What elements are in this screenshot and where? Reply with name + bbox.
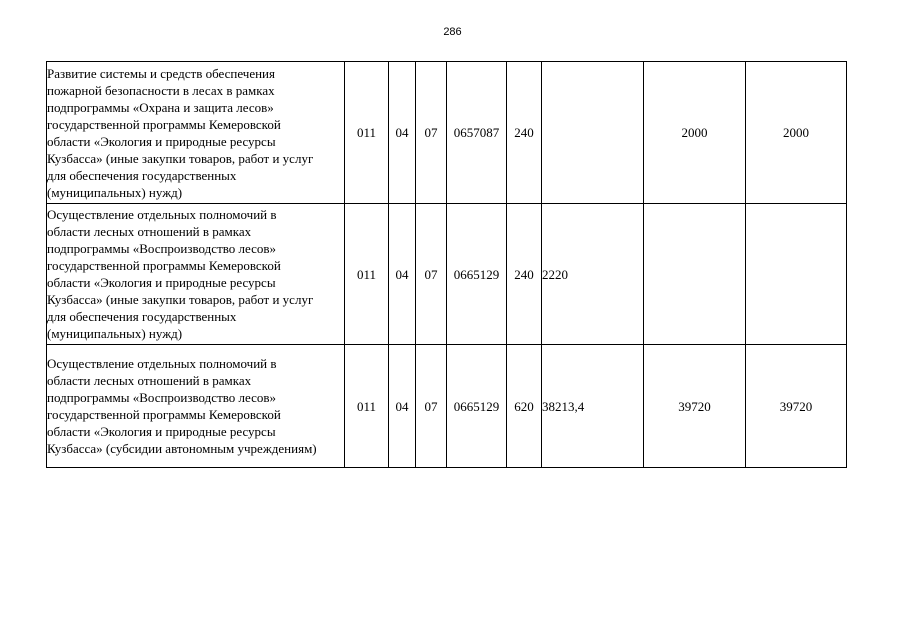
section-code: 04 — [389, 62, 416, 204]
ministry-code: 011 — [345, 204, 389, 345]
ministry-code: 011 — [345, 62, 389, 204]
expense-type-code: 620 — [507, 345, 542, 468]
ministry-code: 011 — [345, 345, 389, 468]
table-row — [47, 204, 847, 345]
row-description: Осуществление отдельных полномочий в области лесных отношений в рамках подпрограммы «Воспроизводство лесов» государственной программы Кемеровской области «Экология и природные ресурсы Кузбасса» (субсидии автономным учреждениям) — [47, 345, 345, 468]
subsection-code: 07 — [416, 345, 447, 468]
target-code: 0657087 — [447, 62, 507, 204]
section-code: 04 — [389, 204, 416, 345]
amount-year-3: 39720 — [746, 345, 847, 468]
amount-year-2: 39720 — [644, 345, 746, 468]
section-code: 04 — [389, 345, 416, 468]
page-number: 286 — [443, 26, 462, 38]
expense-type-code: 240 — [507, 204, 542, 345]
target-code: 0665129 — [447, 345, 507, 468]
row-description: Развитие системы и средств обеспечения пожарной безопасности в лесах в рамках подпрограммы «Охрана и защита лесов» государственной программы Кемеровской области «Экология и природные ресурсы Кузбасса» (иные закупки товаров, работ и услуг для обеспечения государственных (муниципальных) нужд) — [47, 62, 345, 204]
expense-type-code: 240 — [507, 62, 542, 204]
amount-year-1 — [542, 62, 644, 204]
subsection-code: 07 — [416, 204, 447, 345]
table-row — [47, 345, 847, 468]
amount-year-2 — [644, 204, 746, 345]
amount-year-1: 2220 — [542, 204, 644, 345]
target-code: 0665129 — [447, 204, 507, 345]
amount-year-3 — [746, 204, 847, 345]
budget-table — [46, 61, 847, 468]
amount-year-1: 38213,4 — [542, 345, 644, 468]
amount-year-3: 2000 — [746, 62, 847, 204]
row-description: Осуществление отдельных полномочий в области лесных отношений в рамках подпрограммы «Воспроизводство лесов» государственной программы Кемеровской области «Экология и природные ресурсы Кузбасса» (иные закупки товаров, работ и услуг для обеспечения государственных (муниципальных) нужд) — [47, 204, 345, 345]
amount-year-2: 2000 — [644, 62, 746, 204]
subsection-code: 07 — [416, 62, 447, 204]
table-row — [47, 62, 847, 204]
